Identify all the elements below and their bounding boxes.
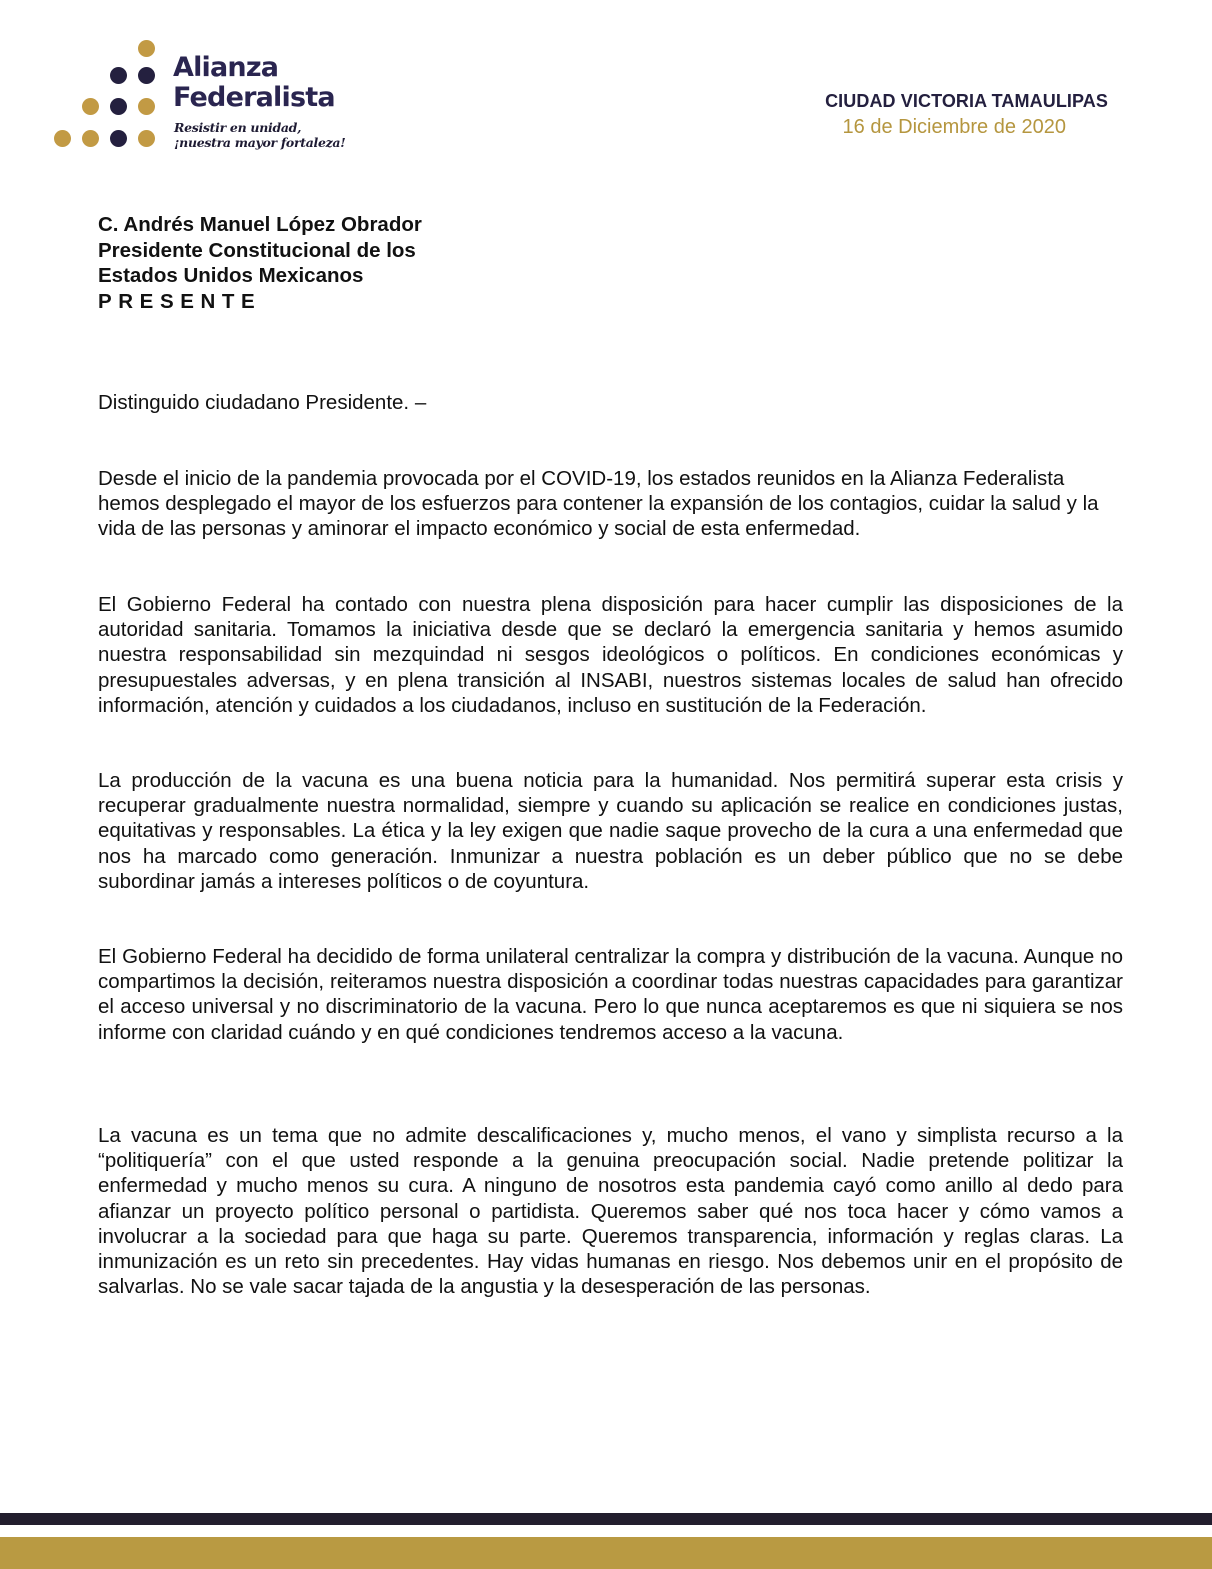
body-paragraph: El Gobierno Federal ha contado con nuestra plena disposición para hacer cumplir las disposiciones de la autoridad sanitaria. Tomamos la iniciativa desde que se declaró la emergencia sanitaria y hemos asumido nuestra responsabilidad sin mezquindad ni sesgos ideológicos o políticos. En condiciones económicas y presupuestales adversas, y en plena transición al INSABI, nuestros sistemas locales de salud han ofrecido información, atención y cuidados a los ciudadanos, incluso en sustitución de la Federación. xyxy=(98,593,1123,717)
logo-slogan xyxy=(174,120,345,150)
logo-dot xyxy=(138,98,155,115)
logo-dot xyxy=(110,130,127,147)
logo-wordmark xyxy=(173,53,335,113)
body-paragraph: La vacuna es un tema que no admite descalificaciones y, mucho menos, el vano y simplista recurso a la “politiquería” con el que usted responde a la genuina preocupación social. Nadie pretende politizar la enfermedad y mucho menos su cura. A ninguno de nosotros esta pandemia cayó como anillo al dedo para afianzar un proyecto político personal o partidista. Queremos saber qué nos toca hacer y cómo vamos a involucrar a la sociedad para que haga su parte. Queremos transparencia, información y reglas claras. La inmunización es un reto sin precedentes. Hay vidas humanas en riesgo. Nos debemos unir en el propósito de salvarlas. No se vale sacar tajada de la angustia y la desesperación de las personas. xyxy=(98,1124,1123,1299)
letter-place-date xyxy=(825,90,1108,140)
logo-dot xyxy=(138,67,155,84)
recipient-title-cont: Estados Unidos Mexicanos xyxy=(98,264,364,287)
alianza-federalista-logo xyxy=(52,38,372,158)
dot-pyramid-logo-icon xyxy=(52,38,172,158)
logo-name-line2: Federalista xyxy=(173,82,335,113)
salutation: Distinguido ciudadano Presidente. – xyxy=(98,391,427,414)
body-paragraph: Desde el inicio de la pandemia provocada por el COVID-19, los estados reunidos en la Alianza Federalista hemos desplegado el mayor de los esfuerzos para contener la expansión de los contagios, cuidar la salud y la vida de las personas y aminorar el impacto económico y social de esta enfermedad. xyxy=(98,467,1099,541)
logo-name-line1: Alianza xyxy=(173,52,279,83)
logo-dot xyxy=(110,67,127,84)
footer-navy-stripe xyxy=(0,1513,1212,1525)
logo-dot xyxy=(54,130,71,147)
logo-dot xyxy=(82,130,99,147)
logo-slogan-line1: Resistir en unidad, xyxy=(174,120,302,135)
recipient-name: C. Andrés Manuel López Obrador xyxy=(98,213,422,236)
logo-slogan-line2: ¡nuestra mayor fortaleza! xyxy=(174,135,346,150)
logo-dot xyxy=(110,98,127,115)
logo-dot xyxy=(138,40,155,57)
city-label: CIUDAD VICTORIA TAMAULIPAS xyxy=(825,91,1108,111)
body-paragraph: El Gobierno Federal ha decidido de forma unilateral centralizar la compra y distribución de la vacuna. Aunque no compartimos la decisión, reiteramos nuestra disposición a coordinar todas nuestras capacidades para garantizar el acceso universal y no discriminatorio de la vacuna. Pero lo que nunca aceptaremos es que ni siquiera se nos informe con claridad cuándo y en qué condiciones tendremos acceso a la vacuna. xyxy=(98,945,1123,1044)
recipient-block xyxy=(98,212,422,314)
body-paragraph: La producción de la vacuna es una buena noticia para la humanidad. Nos permitirá superar esta crisis y recuperar gradualmente nuestra normalidad, siempre y cuando su aplicación se realice en condiciones justas, equitativas y responsables. La ética y la ley exigen que nadie saque provecho de la cura a una enfermedad que nos ha marcado como generación. Inmunizar a nuestra población es un deber público que no se debe subordinar jamás a intereses políticos o de coyuntura. xyxy=(98,769,1123,893)
recipient-presente: PRESENTE xyxy=(98,289,262,313)
logo-dot xyxy=(82,98,99,115)
logo-dot xyxy=(138,130,155,147)
recipient-title: Presidente Constitucional de los xyxy=(98,238,416,262)
date-label: 16 de Diciembre de 2020 xyxy=(842,116,1066,138)
footer-gold-stripe xyxy=(0,1537,1212,1569)
